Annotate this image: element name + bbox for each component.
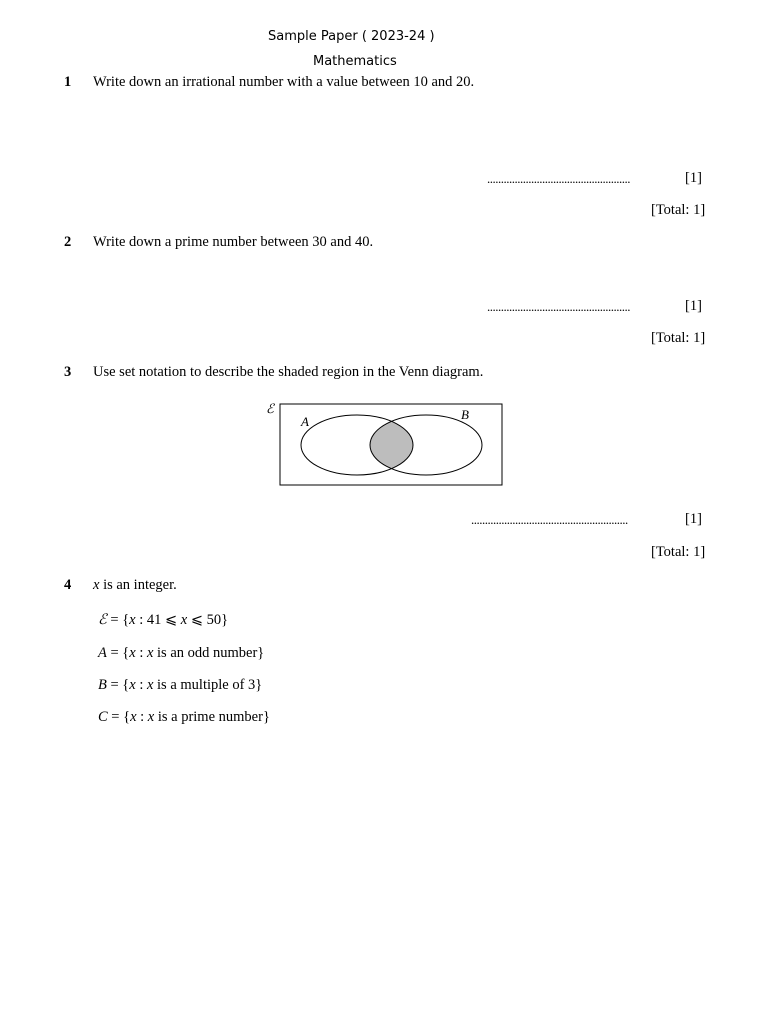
set-c-prefix: = { xyxy=(107,709,131,725)
set-b-suffix: is a multiple of 3} xyxy=(153,677,263,693)
set-a-definition xyxy=(98,645,264,662)
universal-set-symbol: ℰ xyxy=(98,612,107,628)
question-3-text: Use set notation to describe the shaded region in the Venn diagram. xyxy=(93,364,484,380)
set-a-var1: x xyxy=(129,645,136,661)
question-4-number: 4 xyxy=(64,577,72,593)
set-c-name: C xyxy=(98,709,108,725)
venn-diagram xyxy=(264,398,508,490)
set-c-var1: x xyxy=(130,709,137,725)
question-3-total: [Total: 1] xyxy=(651,544,706,560)
set-b-mid: : xyxy=(135,677,147,693)
set-c-var2: x xyxy=(147,709,155,725)
set-b-var2: x xyxy=(146,677,154,693)
set-b-name: B xyxy=(98,677,107,693)
variable-x: x xyxy=(93,577,100,593)
question-2-marks: [1] xyxy=(685,298,702,314)
question-2-total: [Total: 1] xyxy=(651,330,706,346)
paper-title: Sample Paper ( 2023-24 ) xyxy=(268,29,435,44)
question-2-answer-line[interactable]: .................................................... xyxy=(487,299,630,314)
question-1-text: Write down an irrational number with a value between 10 and 20. xyxy=(93,74,475,90)
set-a-name: A xyxy=(98,645,107,661)
question-1-marks: [1] xyxy=(685,170,702,186)
venn-universal-symbol: ℰ xyxy=(266,401,274,416)
set-b-prefix: = { xyxy=(106,677,130,693)
question-1-number: 1 xyxy=(64,74,72,90)
question-3-answer-line[interactable]: ......................................................... xyxy=(471,512,628,527)
set-b-var1: x xyxy=(129,677,136,693)
venn-label-a: A xyxy=(301,414,309,429)
question-2-text: Write down a prime number between 30 and 40. xyxy=(93,234,374,250)
question-4-intro-text: is an integer. xyxy=(99,577,177,593)
set-a-prefix: = { xyxy=(106,645,130,661)
universal-set-var2: x xyxy=(180,612,188,628)
set-c-definition xyxy=(98,709,270,726)
set-a-var2: x xyxy=(146,645,154,661)
set-c-mid: : xyxy=(136,709,148,725)
subject-title: Mathematics xyxy=(313,54,397,69)
question-1-answer-line[interactable]: .................................................... xyxy=(487,171,630,186)
question-3-marks: [1] xyxy=(685,511,702,527)
universal-set-mid: : 41 ⩽ xyxy=(135,612,181,628)
universal-set-var1: x xyxy=(129,612,136,628)
question-2-number: 2 xyxy=(64,234,72,250)
set-b-definition xyxy=(98,677,262,694)
universal-set-suffix: ⩽ 50} xyxy=(187,612,229,628)
question-3-number: 3 xyxy=(64,364,72,380)
set-c-suffix: is a prime number} xyxy=(154,709,270,725)
venn-label-b: B xyxy=(461,407,469,422)
set-a-mid: : xyxy=(135,645,147,661)
question-4-intro xyxy=(93,577,177,594)
universal-set-definition xyxy=(98,612,228,629)
question-1-total: [Total: 1] xyxy=(651,202,706,218)
universal-set-prefix: = { xyxy=(106,612,130,628)
set-a-suffix: is an odd number} xyxy=(153,645,265,661)
